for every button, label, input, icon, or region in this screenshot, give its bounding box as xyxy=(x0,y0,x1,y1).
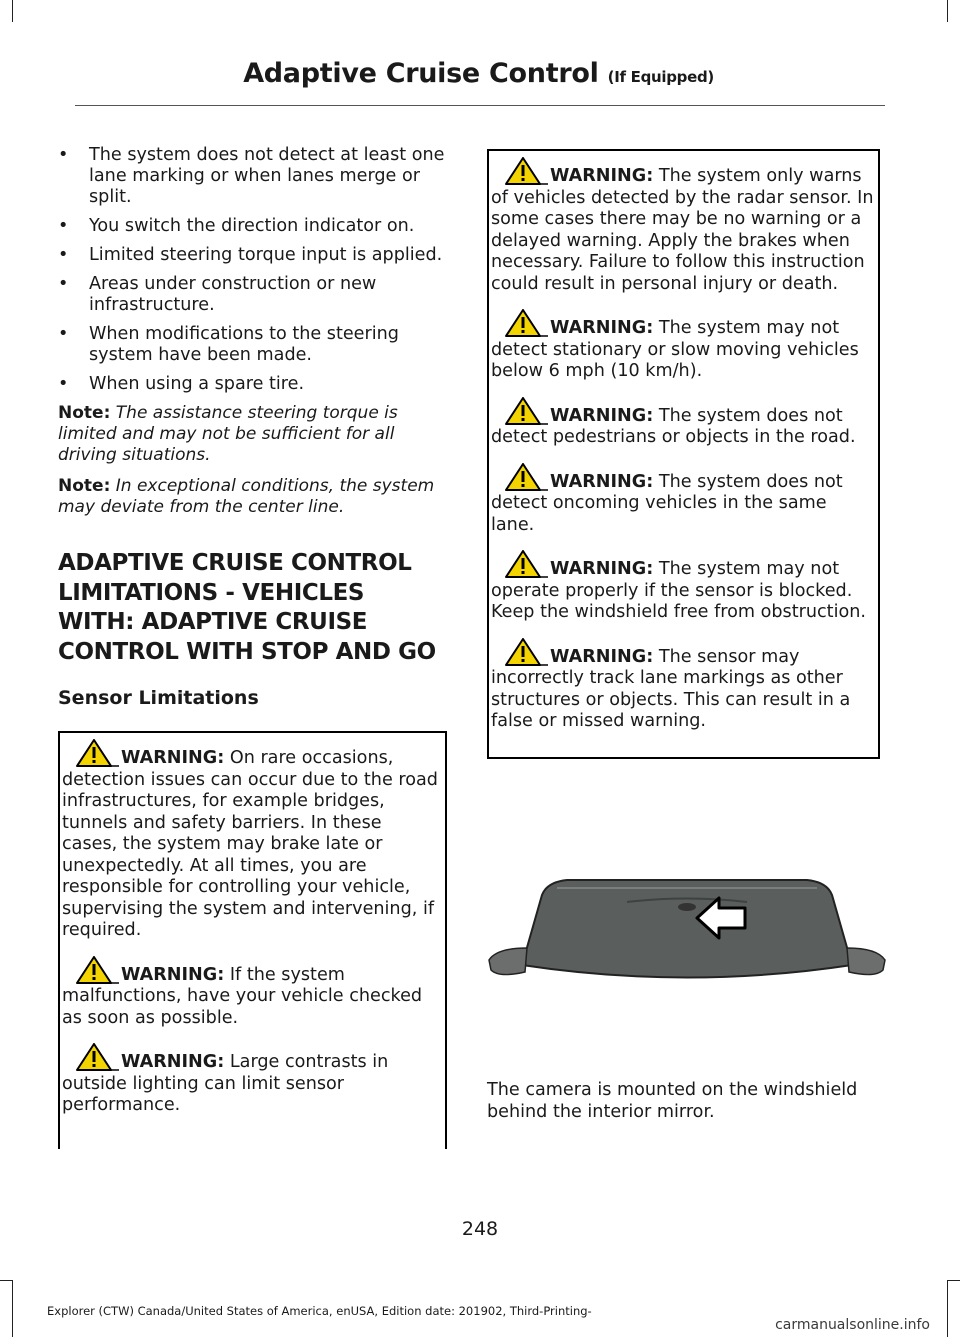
list-item-text: Areas under construction or new infrastructure. xyxy=(89,274,377,315)
crop-mark-bottom-right-h xyxy=(947,1280,960,1281)
warning xyxy=(489,638,878,733)
list-item xyxy=(58,216,445,237)
header-divider xyxy=(75,105,885,106)
warning-text: If the system malfunctions, have your vehicle checked as soon as possible. xyxy=(62,964,423,1028)
warning xyxy=(489,397,878,449)
warning-triangle-icon xyxy=(501,157,549,185)
section-heading: ADAPTIVE CRUISE CONTROL LIMITATIONS - VEHICLES WITH: ADAPTIVE CRUISE CONTROL WITH STOP AND GO xyxy=(58,550,436,665)
warning-text: On rare occasions, detection issues can occur due to the road infrastructures, for example bridges, tunnels and safety barriers. In these cases, the system may brake late or unexpectedly. At all times, you are responsible for controlling your vehicle, supervising the system and intervening, if required. xyxy=(62,748,438,940)
list-item-text: You switch the direction indicator on. xyxy=(89,216,415,236)
right-column xyxy=(487,145,880,759)
warning-triangle-icon xyxy=(501,309,549,337)
warning xyxy=(489,309,878,383)
bullet: • xyxy=(58,245,69,265)
left-mirror xyxy=(489,948,527,975)
warning xyxy=(60,1043,445,1117)
watermark: carmanualsonline.info xyxy=(775,1317,930,1333)
warning-label: WARNING: xyxy=(550,559,654,579)
warning xyxy=(489,550,878,624)
warning xyxy=(60,739,445,942)
page-header xyxy=(243,58,714,89)
note-label: Note: xyxy=(58,476,111,496)
footer-edition: Explorer (CTW) Canada/United States of America, enUSA, Edition date: 201902, Third-Printing- xyxy=(47,1304,592,1318)
warning xyxy=(60,956,445,1030)
header-subtitle: (If Equipped) xyxy=(607,68,714,86)
warning-triangle-icon xyxy=(501,463,549,491)
warning-label: WARNING: xyxy=(550,166,654,186)
bullet: • xyxy=(58,216,69,236)
warning-label: WARNING: xyxy=(550,471,654,492)
sub-heading: Sensor Limitations xyxy=(58,687,259,709)
warning-box-left xyxy=(58,731,447,1149)
warning-triangle-icon xyxy=(72,956,120,984)
warning xyxy=(489,463,878,537)
warning-box-right xyxy=(487,149,880,759)
page-number: 248 xyxy=(461,1218,499,1240)
warning-label: WARNING: xyxy=(550,646,654,667)
warning xyxy=(489,157,878,295)
list-item xyxy=(58,245,445,266)
warning-triangle-icon xyxy=(501,397,549,425)
figure-caption: The camera is mounted on the windshield behind the interior mirror. xyxy=(487,1080,858,1122)
note-text: In exceptional conditions, the system may deviate from the center line. xyxy=(58,476,435,517)
list-item xyxy=(58,324,445,366)
warning-text: The system only warns of vehicles detected by the radar sensor. In some cases there may be no warning or a delayed warning. Apply the brakes when necessary. Failure to follow this instruction could result in personal injury or death. xyxy=(491,166,874,294)
note-label: Note: xyxy=(58,403,111,423)
warning-text: The sensor may incorrectly track lane markings as other structures or objects. This can result in a false or missed warning. xyxy=(491,646,851,731)
warning-text: The system does not detect oncoming vehicles in the same lane. xyxy=(491,471,843,535)
right-mirror xyxy=(847,948,885,975)
warning-label: WARNING: xyxy=(121,748,225,768)
note xyxy=(58,476,445,518)
header-title: Adaptive Cruise Control xyxy=(243,58,599,89)
warning-label: WARNING: xyxy=(550,405,654,426)
warning-text: The system may not operate properly if the sensor is blocked. Keep the windshield free from obstruction. xyxy=(491,559,866,622)
warning-text: The system may not detect stationary or slow moving vehicles below 6 mph (10 km/h). xyxy=(491,318,859,381)
bullet: • xyxy=(58,324,69,344)
list-item xyxy=(58,274,445,316)
bullet: • xyxy=(58,145,69,165)
list-item-text: Limited steering torque input is applied. xyxy=(89,245,443,265)
warning-triangle-icon xyxy=(72,1043,120,1071)
note xyxy=(58,403,445,466)
list-item-text: When using a spare tire. xyxy=(89,374,305,394)
warning-label: WARNING: xyxy=(121,1052,225,1072)
crop-mark-bottom-left-h xyxy=(0,1280,13,1281)
crop-mark-top-left xyxy=(12,0,13,22)
left-column xyxy=(58,145,445,1149)
crop-mark-top-right xyxy=(947,0,948,22)
warning-label: WARNING: xyxy=(550,318,654,338)
list-item-text: When modifications to the steering system have been made. xyxy=(89,324,399,365)
windshield-camera-figure xyxy=(487,840,887,1040)
warning-label: WARNING: xyxy=(121,964,225,985)
list-item-text: The system does not detect at least one lane marking or when lanes merge or split. xyxy=(89,145,445,207)
warning-triangle-icon xyxy=(501,638,549,666)
limitation-list xyxy=(58,145,445,395)
warning-text: The system does not detect pedestrians or objects in the road. xyxy=(491,405,856,447)
list-item xyxy=(58,374,445,395)
bullet: • xyxy=(58,274,69,294)
windshield-illustration xyxy=(487,840,887,1040)
list-item xyxy=(58,145,445,208)
crop-mark-bottom-left xyxy=(12,1280,13,1337)
crop-mark-bottom-right xyxy=(947,1280,948,1337)
warning-triangle-icon xyxy=(501,550,549,578)
bullet: • xyxy=(58,374,69,394)
warning-text: Large contrasts in outside lighting can limit sensor performance. xyxy=(62,1052,389,1115)
camera-housing xyxy=(678,903,696,911)
note-text: The assistance steering torque is limited and may not be sufficient for all driving situations. xyxy=(58,403,398,465)
warning-triangle-icon xyxy=(72,739,120,767)
